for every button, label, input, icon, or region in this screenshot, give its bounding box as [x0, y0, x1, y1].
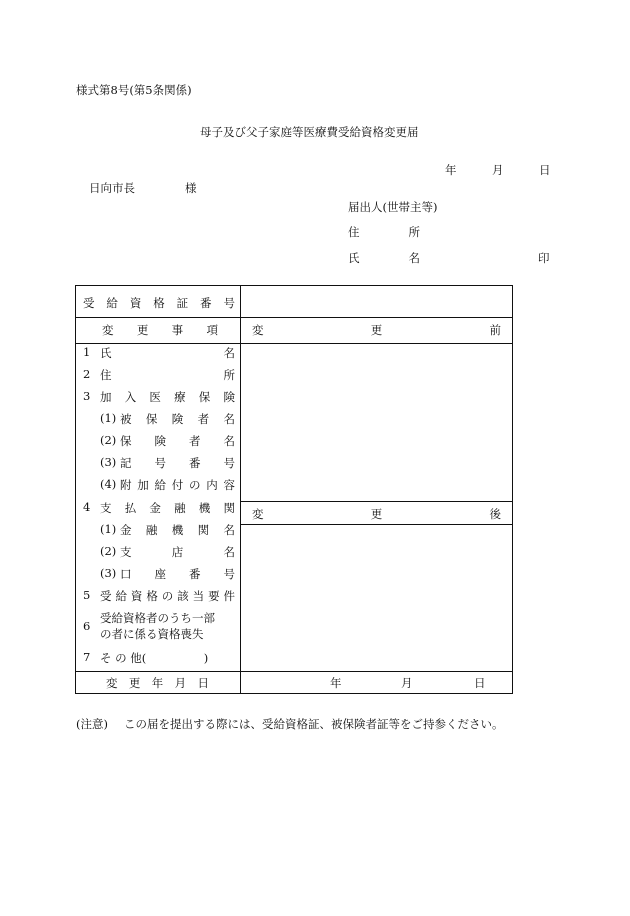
before-field[interactable]	[242, 345, 510, 499]
applicant-label: 届出人(世帯主等)	[348, 200, 438, 214]
items-header: 変 更 事 項	[102, 323, 218, 337]
column-divider	[240, 286, 241, 693]
note-text: この届を提出する際には、受給資格証、被保険者証等をご持参ください。	[124, 717, 504, 731]
item-number: 2	[83, 367, 91, 381]
row-divider-date	[76, 671, 512, 672]
item-label: 加 入 医 療 保 険	[100, 390, 235, 404]
after-header: 変 更 後	[252, 507, 501, 521]
row-divider-after-header	[240, 524, 512, 525]
item-label: 保 険 者 名	[120, 434, 235, 448]
change-date-label: 変 更 年 月 日	[106, 676, 209, 690]
address-label: 住 所	[348, 225, 420, 239]
addressee: 日向市長	[89, 181, 135, 195]
item-label: 氏 名	[100, 346, 235, 360]
item-number: 3	[83, 389, 91, 403]
item-number: 4	[83, 500, 91, 514]
sub-item-number: (2)	[100, 544, 117, 558]
row-divider-header	[76, 343, 512, 344]
form-number: 様式第8号(第5条関係)	[76, 83, 192, 97]
seal-mark: 印	[538, 251, 550, 265]
before-header: 変 更 前	[252, 323, 501, 337]
date-year-label: 年	[445, 163, 457, 177]
change-date-field[interactable]	[242, 673, 510, 691]
change-date-year: 年	[330, 676, 342, 690]
cert-number-label: 受 給 資 格 証 番 号	[83, 296, 235, 310]
item-label: 被 保 険 者 名	[120, 412, 235, 426]
row-divider-cert	[76, 317, 512, 318]
item-6-line-1: 受給資格者のうち一部	[100, 611, 215, 625]
row-divider-before-header	[240, 501, 512, 502]
sub-item-number: (2)	[100, 433, 117, 447]
item-number: 5	[83, 588, 91, 602]
name-label: 氏 名	[348, 251, 420, 265]
form-title: 母子及び父子家庭等医療費受給資格変更届	[200, 125, 419, 139]
date-day-label: 日	[539, 163, 551, 177]
change-date-day: 日	[474, 676, 486, 690]
change-form-table	[75, 285, 513, 694]
item-label: 附 加 給 付 の 内 容	[120, 478, 235, 492]
sub-item-number: (1)	[100, 411, 117, 425]
sub-item-number: (3)	[100, 455, 117, 469]
item-label: 支 払 金 融 機 関	[100, 501, 235, 515]
addressee-suffix: 様	[185, 181, 197, 195]
item-label: 口 座 番 号	[120, 567, 235, 581]
sub-item-number: (4)	[100, 477, 117, 491]
item-number: 1	[83, 345, 91, 359]
item-label: 金 融 機 関 名	[120, 523, 235, 537]
item-number: 6	[83, 619, 91, 633]
item-label: 支 店 名	[120, 545, 235, 559]
date-month-label: 月	[492, 163, 504, 177]
sub-item-number: (3)	[100, 566, 117, 580]
sub-item-number: (1)	[100, 522, 117, 536]
item-label: 住 所	[100, 368, 235, 382]
item-number: 7	[83, 650, 91, 664]
item-6-line-2: の者に係る資格喪失	[100, 627, 204, 641]
item-label: 記 号 番 号	[120, 456, 235, 470]
after-field[interactable]	[242, 526, 510, 670]
item-7-label: そ の 他( )	[100, 651, 209, 665]
note-label: (注意)	[76, 717, 108, 731]
cert-number-field[interactable]	[242, 288, 510, 316]
change-date-month: 月	[401, 676, 413, 690]
item-label: 受 給 資 格 の 該 当 要 件	[100, 589, 235, 603]
